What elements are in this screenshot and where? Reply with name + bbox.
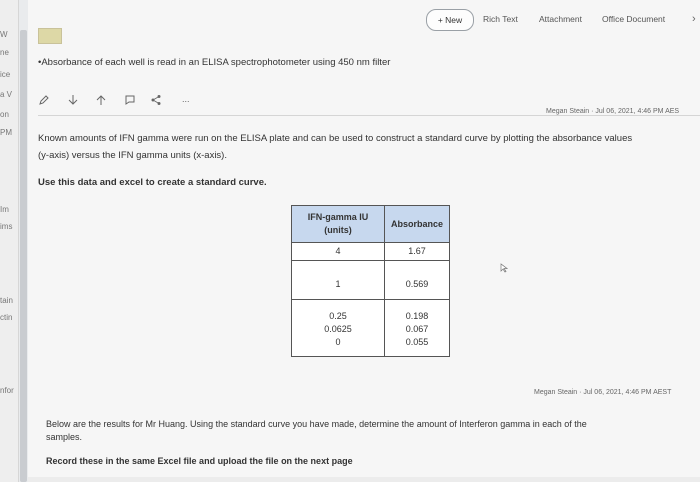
side-fragment: a V (0, 90, 13, 99)
mouse-pointer-icon (500, 263, 508, 275)
standard-curve-table (291, 205, 450, 357)
post-meta: Megan Steain · Jul 06, 2021, 4:46 PM AES (546, 108, 680, 115)
post-body-line: Known amounts of IFN gamma were run on the ELISA plate and can be used to construct a standard curve by plotting the absorbance values (38, 133, 633, 144)
cell-value: 0.569 (405, 279, 429, 289)
cell-absorbance (385, 300, 450, 357)
share-icon[interactable] (150, 94, 162, 109)
cell-value: 0.0625 (324, 324, 352, 334)
table-row (292, 261, 450, 300)
side-fragment: W (0, 30, 8, 39)
side-fragment: ims (0, 222, 13, 231)
header-units-line: IFN-gamma IU (307, 212, 369, 222)
column-header-units (292, 206, 385, 243)
cell-units (292, 243, 385, 261)
table-header-row (292, 206, 450, 243)
cell-value: 1.67 (408, 246, 426, 256)
post-body-line: (y-axis) versus the IFN gamma units (x-axis). (38, 150, 227, 161)
side-fragment: PM (0, 128, 12, 137)
cell-absorbance (385, 261, 450, 300)
side-fragment: Im (0, 205, 9, 214)
arrow-up-icon[interactable] (96, 94, 106, 109)
header-units-line: (units) (324, 225, 352, 235)
divider (38, 115, 700, 116)
post-instruction: Record these in the same Excel file and upload the file on the next page (46, 456, 353, 466)
side-fragment: ice (0, 70, 11, 79)
post-instruction: Use this data and excel to create a standard curve. (38, 177, 267, 188)
cell-value: 0.198 (405, 311, 429, 321)
scroll-rail[interactable] (20, 30, 27, 482)
post-meta: Megan Steain · Jul 06, 2021, 4:46 PM AEST (534, 389, 672, 396)
cell-value: 4 (335, 246, 341, 256)
cell-value: 0.25 (329, 311, 347, 321)
column-header-absorbance: Absorbance (385, 206, 450, 243)
side-fragment: tain (0, 296, 13, 305)
tab-rich-text[interactable]: Rich Text (483, 14, 518, 24)
cell-value: 0 (335, 337, 341, 347)
side-fragment: nfor (0, 386, 14, 395)
comment-icon[interactable] (124, 94, 136, 109)
cell-absorbance (385, 243, 450, 261)
new-button[interactable]: + New (426, 9, 474, 31)
pencil-icon[interactable] (38, 94, 50, 109)
side-fragment: on (0, 110, 9, 119)
arrow-down-icon[interactable] (68, 94, 78, 109)
image-thumbnail[interactable] (38, 28, 62, 44)
prompt-text: •Absorbance of each well is read in an ELISA spectrophotometer using 450 nm filter (38, 57, 391, 68)
post-body-line: samples. (46, 432, 83, 442)
side-fragment: ctin (0, 313, 13, 322)
left-side-panel (0, 0, 19, 482)
more-options-button[interactable]: ... (182, 94, 190, 104)
table-row (292, 300, 450, 357)
cell-value: 1 (335, 279, 341, 289)
chevron-right-icon[interactable]: › (692, 13, 696, 25)
post-body-line: Below are the results for Mr Huang. Using the standard curve you have made, determine the amount of Interferon gamma in each of the (46, 419, 587, 429)
cell-value: 0.055 (405, 337, 429, 347)
tab-attachment[interactable]: Attachment (539, 14, 582, 24)
cell-units (292, 261, 385, 300)
side-fragment: ne (0, 48, 9, 57)
table-row (292, 243, 450, 261)
bottom-toolbar-edge (28, 477, 700, 482)
cell-units (292, 300, 385, 357)
cell-value: 0.067 (405, 324, 429, 334)
document-sheet (28, 0, 700, 482)
tab-office-document[interactable]: Office Document (602, 14, 666, 24)
